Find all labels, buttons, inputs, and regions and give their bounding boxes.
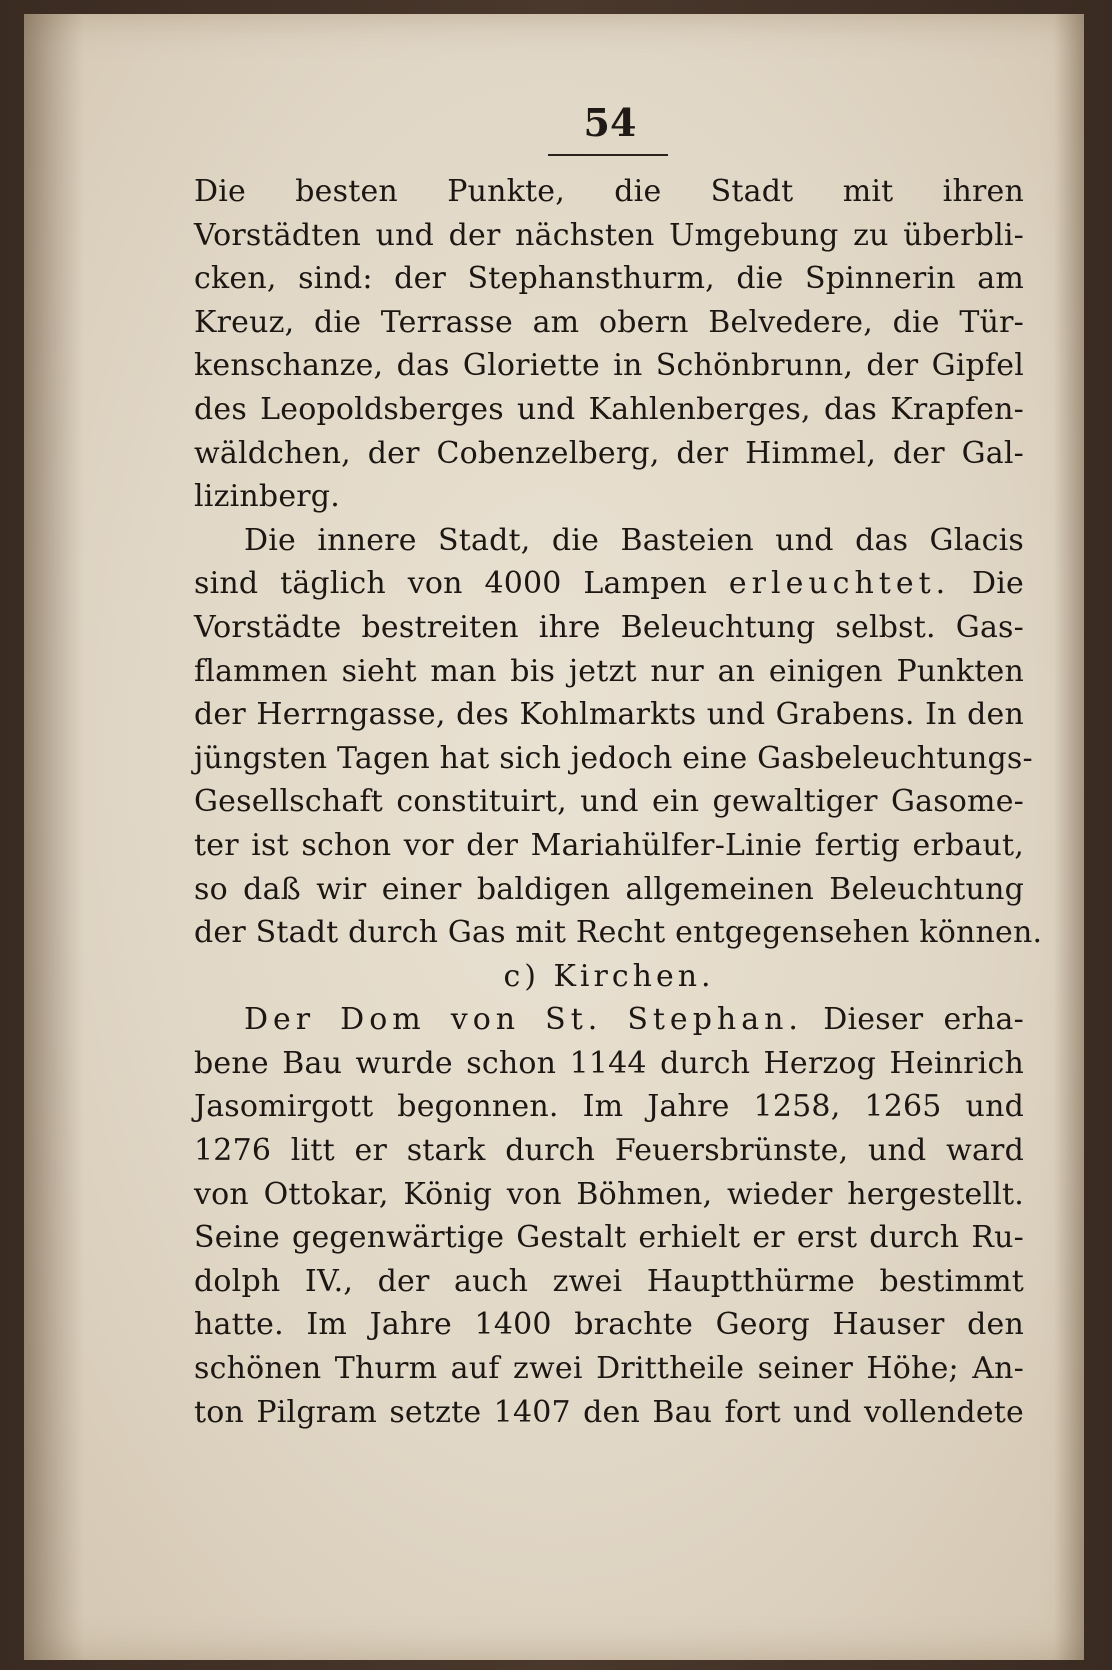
text-line: der Stadt durch Gas mit Recht entgegensehen können. [194, 915, 1043, 951]
text-line: Vorstädten und der nächsten Umgebung zu überbli- [194, 217, 1024, 253]
emphasized-heading: Der Dom von St. Stephan. [244, 1002, 803, 1038]
text-line: so daß wir einer baldigen allgemeinen Beleuchtung [194, 871, 1024, 907]
text-line: 1276 litt er stark durch Feuersbrünste, und ward [194, 1133, 1024, 1169]
text-line: schönen Thurm auf zwei Drittheile seiner Höhe; An- [194, 1351, 1024, 1387]
section-heading: c) Kirchen. [503, 958, 715, 994]
text-line: der Herrngasse, des Kohlmarkts und Grabens. In den [194, 697, 1024, 733]
page-number-rule [548, 154, 668, 156]
text-line: dolph IV., der auch zwei Hauptthürme bestimmt [194, 1263, 1024, 1299]
text-line: kenschanze, das Gloriette in Schönbrunn, der Gipfel [194, 348, 1024, 384]
text-line: Die besten Punkte, die Stadt mit ihren [194, 174, 1024, 209]
text-line: cken, sind: der Stephansthurm, die Spinnerin am [194, 261, 1024, 297]
text-line: Jasomirgott begonnen. Im Jahre 1258, 1265 und [194, 1089, 1024, 1125]
text-line: des Leopoldsberges und Kahlenberges, das Krapfen- [194, 391, 1024, 427]
text-line: wäldchen, der Cobenzelberg, der Himmel, der Gal- [194, 435, 1024, 471]
text-line: ton Pilgram setzte 1407 den Bau fort und vollendete [194, 1394, 1024, 1430]
text-line [194, 562, 1024, 606]
text-line: jüngsten Tagen hat sich jedoch eine Gasbeleuchtungs- [194, 740, 1033, 776]
page-edge-shadow [1054, 14, 1084, 1660]
text-line: lizinberg. [194, 479, 340, 515]
text-segment: Die [971, 566, 1024, 602]
text-segment: Dieser erha- [823, 1002, 1024, 1038]
emphasized-word: erleuchtet. [728, 566, 951, 602]
text-line: Gesellschaft constituirt, und ein gewaltiger Gasome- [194, 784, 1024, 820]
text-line: Vorstädte bestreiten ihre Beleuchtung selbst. Gas- [194, 609, 1024, 645]
text-segment: sind täglich von 4000 Lampen [194, 566, 708, 602]
text-line: Seine gegenwärtige Gestalt erhielt er erst durch Ru- [194, 1220, 1024, 1256]
text-line: Die innere Stadt, die Basteien und das Glacis [244, 522, 1024, 558]
text-line: Kreuz, die Terrasse am obern Belvedere, die Tür- [194, 304, 1024, 340]
text-line: ter ist schon vor der Mariahülfer-Linie fertig erbaut, [194, 827, 1024, 863]
text-line: hatte. Im Jahre 1400 brachte Georg Hauser den [194, 1307, 1024, 1343]
text-line: bene Bau wurde schon 1144 durch Herzog Heinrich [194, 1045, 1024, 1081]
body-text [194, 170, 1043, 1434]
text-line: von Ottokar, König von Böhmen, wieder hergestellt. [194, 1176, 1024, 1212]
page-number: 54 [583, 100, 637, 145]
text-line: flammen sieht man bis jetzt nur an einigen Punkten [194, 653, 1024, 689]
text-line [194, 998, 1024, 1042]
spine-shadow [24, 14, 84, 1660]
